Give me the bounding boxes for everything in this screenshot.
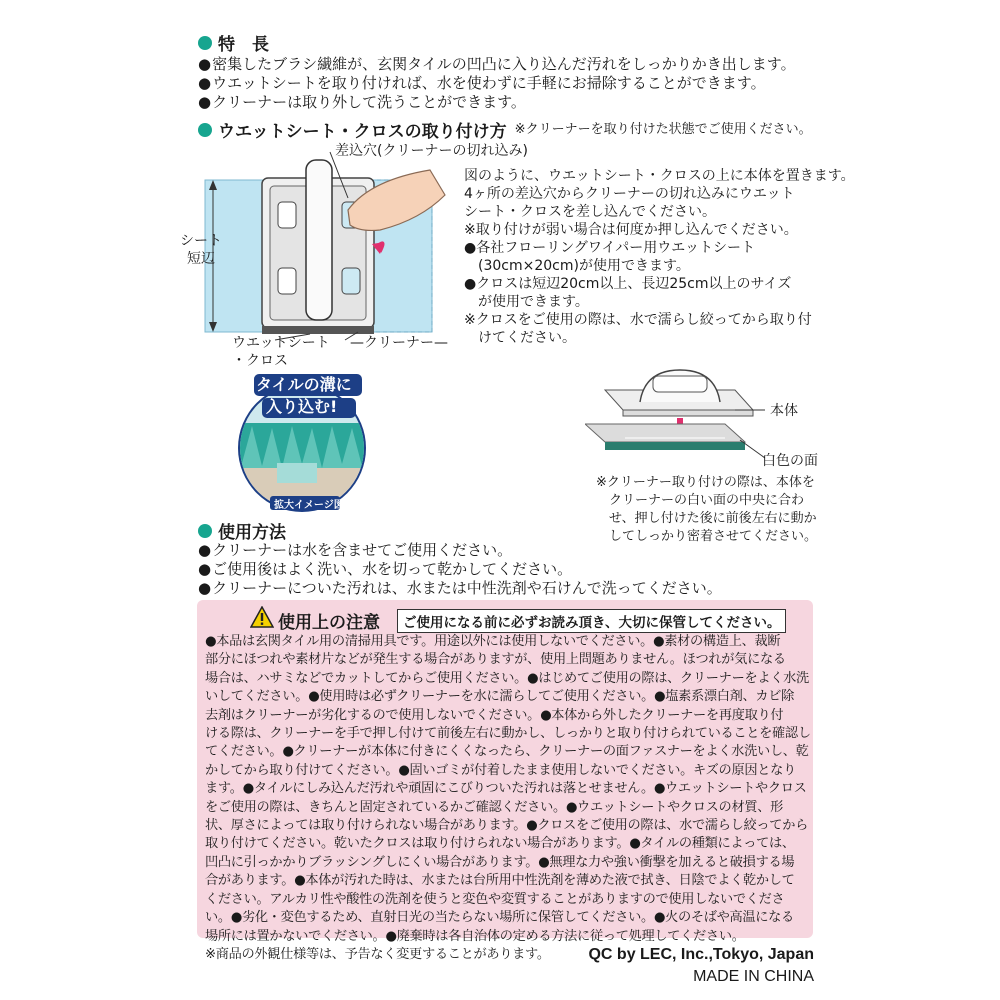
- attach-heading-note: ※クリーナーを取り付けた状態でご使用ください。: [514, 122, 812, 137]
- label-cleaner: —クリーナー—: [350, 335, 448, 351]
- bullet-dot-icon: [198, 524, 212, 538]
- white-face-shape: [585, 424, 745, 442]
- label-white-face: 白色の面: [762, 453, 818, 469]
- label-sheet-side: シート 短辺: [180, 233, 222, 267]
- attach-diagram: [180, 140, 470, 365]
- usage-list: [198, 541, 722, 598]
- pad-green-shape: [605, 442, 745, 450]
- list-item: ● ご使用後はよく洗い、水を切って乾かしてください。: [198, 560, 722, 579]
- slot-shape: [278, 268, 296, 294]
- label-wet-sheet: ウエットシート ・クロス: [232, 335, 330, 369]
- handle-shape: [306, 160, 332, 320]
- badge-line2: 入り込む!: [266, 397, 338, 416]
- list-item: ● クリーナーは取り外して洗うことができます。: [198, 93, 796, 112]
- features-list: [198, 55, 796, 112]
- slot-shape: [342, 268, 360, 294]
- badge-line1: タイルの溝に: [256, 375, 352, 394]
- list-item: ● クリーナーは水を含ませてご使用ください。: [198, 541, 722, 560]
- features-heading: 特 長: [198, 30, 269, 55]
- bullet-dot-icon: [198, 123, 212, 137]
- footer-origin: MADE IN CHINA: [693, 968, 814, 985]
- attach-heading: ウエットシート・クロスの取り付け方 ※クリーナーを取り付けた状態でご使用ください。: [198, 117, 812, 142]
- footer-company: QC by LEC, Inc.,Tokyo, Japan: [588, 946, 814, 963]
- caution-text: ●本品は玄関タイル用の清掃用具です。用途以外には使用しないでください。●素材の構造上、裁断 部分にほつれや素材片などが発生する場合がありますが、使用上問題ありません。ほつれが気になる 場合は、ハサミなどでカットしてからご使用ください。●はじめてご使用の際は、クリーナーをよく水洗 いしてください。●使用時は必ずクリーナーを水に濡らしてご使用ください。●塩素系漂白剤、カビ除 去剤はクリーナーが劣化するので使用しないでください。●本体から外したクリーナーを再度取り付 ける際は、クリーナーを手で押し付けて前後左右に動かし、しっかりと取り付けられていることを確認し てください。●クリーナーが本体に付きにくくなったら、クリーナーの面ファスナーをよく水洗いし、乾 かしてから取り付けてください。●固いゴミが付着したまま使用しないでください。キズの原因となり ます。●タイルにしみ込んだ汚れや頑固にこびりついた汚れは落とせません。●ウエットシートやクロス をご使用の際は、きちんと固定されているかご確認ください。●ウエットシートやクロスの材質、形 状、厚さによっては取り付けられない場合があります。●クロスをご使用の際は、水で濡らし絞ってから 取り付けてください。乾いたクロスは取り付けられない場合があります。●タイルの種類によっては、 凹凸に引っかかりブラッシングしにくい場合があります。●無理な力や強い衝撃を加えると破損する場 合があります。●本体が汚れた時は、水または台所用中性洗剤を薄めた液で拭き、日陰でよく乾かして ください。アルカリ性や酸性の洗剤を使うと変色や変質することがありますので使用しないでくださ い。●劣化・変色するため、直射日光の当たらない場所に保管してください。●火のそばや高温になる 場所には置かないでください。●廃棄時は各自治体の定める方法に従って処理してください。 ※商品の外観仕様等は、予告なく変更することがあります。: [205, 634, 811, 962]
- slot-shape: [278, 202, 296, 228]
- usage-heading: 使用方法: [198, 518, 286, 543]
- label-body: 本体: [770, 403, 798, 419]
- body-diagram: [585, 362, 765, 482]
- label-slot: 差込穴(クリーナーの切れ込み): [335, 143, 528, 159]
- list-item: ● 密集したブラシ繊維が、玄関タイルの凹凸に入り込んだ汚れをしっかりかき出します。: [198, 55, 796, 74]
- list-item: ● クリーナーについた汚れは、水または中性洗剤や石けんで洗ってください。: [198, 579, 722, 598]
- list-item: ● ウエットシートを取り付ければ、水を使わずに手軽にお掃除することができます。: [198, 74, 796, 93]
- caution-heading: 使用上の注意: [278, 613, 380, 633]
- caution-notice: ご使用になる前に必ずお読み頂き、大切に保管してください。: [397, 609, 786, 633]
- badge-caption: 拡大イメージ図: [274, 500, 344, 511]
- bullet-dot-icon: [198, 36, 212, 50]
- body-note: ※クリーナー取り付けの際は、本体を クリーナーの白い面の中央に合わ せ、押し付けた後に前後左右に動か してしっかり密着させてください。: [596, 475, 818, 544]
- attach-description: 図のように、ウエットシート・クロスの上に本体を置きます。 4ヶ所の差込穴からクリーナーの切れ込みにウエット シート・クロスを差し込んでください。 ※取り付けが弱い場合は何度か押し込んでください。 ●各社フローリングワイパー用ウエットシート (30cm×20cm)が使用できます。 ●クロスは短辺20cm以上、長辺25cm以上のサイズ が使用できます。 ※クロスをご使用の際は、水で濡らし絞ってから取り付 けてください。: [464, 168, 855, 346]
- warning-icon: [250, 606, 274, 628]
